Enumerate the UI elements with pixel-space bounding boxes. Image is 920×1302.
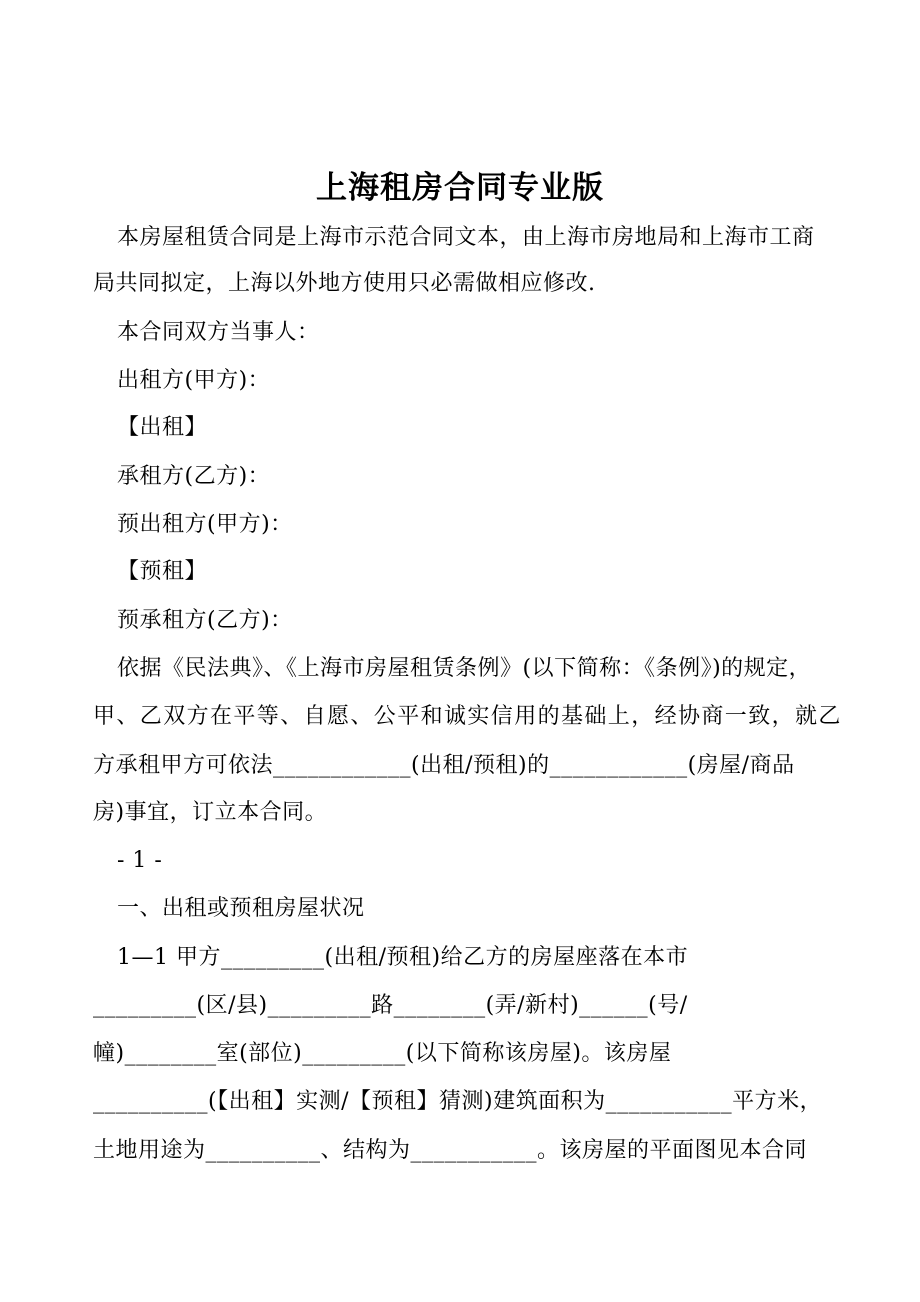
intro-paragraph-line-1: 本房屋租赁合同是上海市示范合同文本，由上海市房地局和上海市工商 [117,225,815,250]
page-number: - 1 - [117,848,163,873]
basis-paragraph-line-1: 依据《民法典》、《上海市房屋租赁条例》(以下简称：《条例》)的规定， [117,656,812,681]
clause-1-1-line-2: _________(区/县)_________路________(弄/新村)______(号/ [93,993,688,1018]
pre-lessee-label: 预承租方(乙方)： [117,608,293,633]
parties-heading: 本合同双方当事人： [117,320,320,345]
clause-1-1-line-1: 1—1 甲方_________(出租/预租)给乙方的房屋座落在本市 [117,945,689,970]
section-heading-1: 一、出租或预租房屋状况 [117,896,365,921]
lessor-label: 出租方(甲方)： [117,368,271,393]
clause-1-1-line-4: __________(【出租】实测/【预租】猜测)建筑面积为___________平方米， [93,1089,823,1114]
basis-paragraph-line-4: 房)事宜，订立本合同。 [93,800,328,825]
lessee-label: 承租方(乙方)： [117,464,271,489]
basis-paragraph-line-3: 方承租甲方可依法____________(出租/预租)的____________(房屋/商品 [93,753,795,778]
clause-1-1-line-3: 幢)________室(部位)_________(以下简称该房屋)。该房屋 [93,1041,672,1066]
intro-paragraph-line-2: 局共同拟定，上海以外地方使用只必需做相应修改. [93,271,596,296]
clause-1-1-line-5: 土地用途为__________、结构为___________。该房屋的平面图见本合同 [93,1138,808,1163]
pre-lease-tag: 【预租】 [117,559,208,584]
basis-paragraph-line-2: 甲、乙双方在平等、自愿、公平和诚实信用的基础上，经协商一致，就乙 [93,704,842,729]
lease-tag: 【出租】 [117,415,208,440]
pre-lessor-label: 预出租方(甲方)： [117,512,293,537]
document-title: 上海租房合同专业版 [316,170,604,206]
